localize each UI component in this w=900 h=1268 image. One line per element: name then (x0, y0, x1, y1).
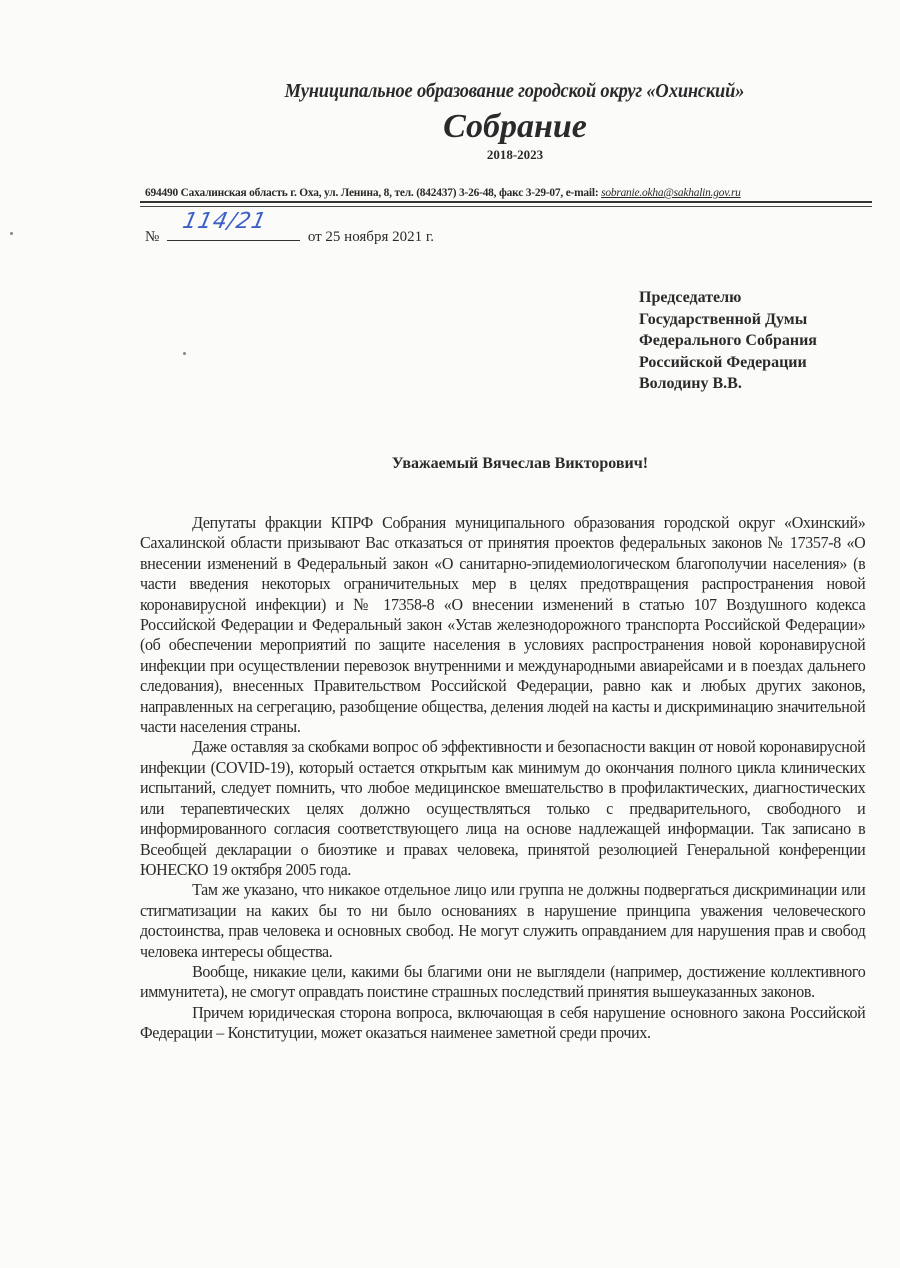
body-paragraph: Даже оставляя за скобками вопрос об эффективности и безопасности вакцин от новой коронавирусной инфекции (COVID-19), который остается открытым как минимум до окончания полного цикла клинических испытаний, следует помнить, что любое медицинское вмешательство в профилактических, диагностических или терапевтических целях должно осуществляться только с предварительного, свободного и информированного согласия соответствующего лица на основе надлежащей информации. Так записано в Всеобщей декларации о биоэтике и правах человека, принятой резолюцией Генеральной конференции ЮНЕСКО 19 октября 2005 года. (140, 737, 866, 879)
body-paragraph: Там же указано, что никакое отдельное лицо или группа не должны подвергаться дискриминации или стигматизации на каких бы то ни было основаниях в нарушение принципа уважения человеческого достоинства, прав человека и основных свобод. Не могут служить оправданием для нарушения прав и свобод человека интересы общества. (140, 880, 866, 961)
assembly-title: Собрание (443, 108, 587, 145)
organization-name: Муниципальное образование городской округ «Охинский» (284, 80, 745, 102)
number-label: № (145, 229, 160, 245)
addressee-line: Государственной Думы (639, 310, 808, 328)
convocation-term: 2018-2023 (486, 147, 544, 162)
header-rule-thin (140, 206, 872, 207)
scan-speck (10, 232, 13, 235)
handwritten-number: 114/21 (180, 209, 270, 234)
email-link[interactable]: sobranie.okha@sakhalin.gov.ru (601, 187, 741, 199)
reference-line (145, 209, 435, 246)
address-text: 694490 Сахалинская область г. Оха, ул. Ленина, 8, тел. (842437) 3-26-48, факс 3-29-07, e-mail: (145, 187, 599, 199)
letterhead-address (145, 187, 875, 199)
addressee-line: Володину В.В. (639, 375, 742, 392)
body-paragraph: Причем юридическая сторона вопроса, включающая в себя нарушение основного закона Российской Федерации – Конституции, может оказаться наименее заметной среди прочих. (140, 1002, 866, 1043)
addressee-line: Федерального Собрания (639, 332, 817, 349)
addressee-line: Председателю (639, 289, 742, 306)
letter-body (140, 513, 865, 1044)
body-paragraph: Депутаты фракции КПРФ Собрания муниципального образования городской округ «Охинский» Сахалинской области призывают Вас отказаться от принятия проектов федеральных законов № 17357-8 «О внесении изменений в Федеральный закон «О санитарно-эпидемиологическом благополучии населения» (в части введения некоторых ограничительных мер в целях предотвращения распространения новой коронавирусной инфекции) и № 17358-8 «О внесении изменений в статью 107 Воздушного кодекса Российской Федерации и Федеральный закон «Устав железнодорожного транспорта Российской Федерации» (об обеспечении мероприятий по защите населения в условиях распространения новой коронавирусной инфекции при осуществлении перевозок внутренними и международными авиарейсами и в поездах дальнего следования), внесенных Правительством Российской Федерации, равно как и любых других законов, направленных на сегрегацию, разобщение общества, деления людей на касты и дискриминацию значительной части населения страны. (140, 513, 866, 737)
addressee-line: Российской Федерации (639, 353, 807, 371)
body-paragraph: Вообще, никакие цели, какими бы благими они не выглядели (например, достижение коллективного иммунитета), не смогут оправдать поистине страшных последствий принятия вышеуказанных законов. (140, 961, 866, 1002)
header-rule-thick (140, 201, 872, 203)
salutation: Уважаемый Вячеслав Викторович! (391, 455, 649, 472)
number-blank (167, 209, 300, 241)
scan-speck (183, 352, 186, 355)
letter-date: от 25 ноября 2021 г. (307, 229, 435, 245)
addressee-block (639, 287, 817, 395)
